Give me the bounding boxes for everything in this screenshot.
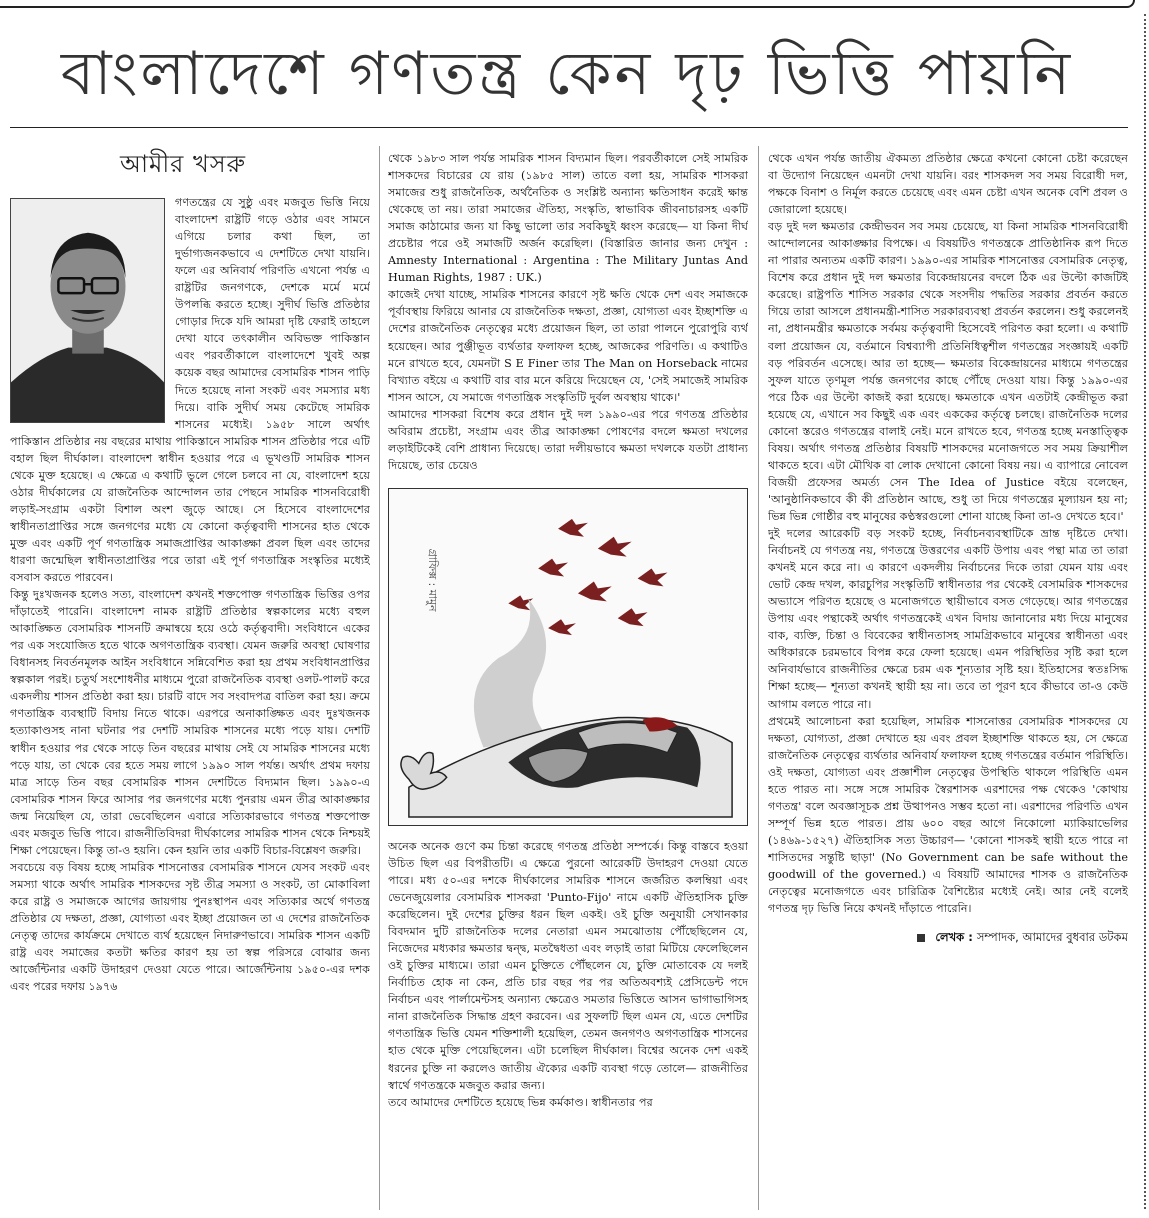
dove-illustration [388,488,748,826]
paragraph: অনেক অনেক গুণে কম চিন্তা করেছে গণতন্ত্র প্রতিষ্ঠা সম্পর্কে। কিন্তু বাস্তবে হওয়া উচিত ছিল এর বিপরীতটি। এ ক্ষেত্রে পুরনো আরেকটি উদাহরণ দেওয়া যেতে পারে। মধ্য ৫০-এর দশকে দীর্ঘকালের সামরিক শাসনে জর্জরিত কলম্বিয়া এবং ভেনেজুয়েলার বেসামরিক শাসকরা 'Punto-Fijo' নামে একটি ঐতিহাসিক চুক্তি করেছিলেন। দুই দেশের চুক্তির ধরন ছিল একই। ওই চুক্তি অনুযায়ী সেখানকার বিবদমান দুটি রাজনৈতিক দলের নেতারা এমন সমঝোতায় পৌঁছেছিলেন যে, নিজেদের মধ্যকার ক্ষমতার দ্বন্দ্ব, মতদ্বৈধতা এবং লড়াই তারা মিটিয়ে ফেলেছিলেন ওই চুক্তির মাধ্যমে। তারা এমন চুক্তিতে পৌঁছলেন যে, চুক্তি মোতাবেক যে দলই নির্বাচিত হোক না কেন, প্রতি চার বছর পর পর অতিঅবশ্যই প্রেসিডেন্ট পদে নির্বাচন এবং পার্লামেন্টসহ অন্যান্য ক্ষেত্রেও সমতার ভিত্তিতে আসন ভাগাভাগিসহ নানা রাজনৈতিক সিদ্ধান্ত গ্রহণ করবেন। এর সুফলটি ছিল এমন যে, এতে দেশটির গণতান্ত্রিক ভিত্তি যেমন শক্তিশালী হয়েছিল, তেমন জনগণও অগণতান্ত্রিক শাসনের হাত থেকে মুক্তি পেয়েছিলেন। এটা চলেছিল দীর্ঘকাল। বিশ্বের অনেক দেশ একই ধরনের চুক্তি না করলেও জাতীয় ঐক্যের একটি ব্যবস্থা গড়ে তোলে— রাজনীতির স্বার্থে গণতন্ত্রকে মজবুত করার জন্য। [388,839,748,1092]
paragraph: কাজেই দেখা যাচ্ছে, সামরিক শাসনের কারণে সৃষ্ট ক্ষতি থেকে দেশ এবং সমাজকে পূর্বাবস্থায় ফিরিয়ে আনার যে রাজনৈতিক দক্ষতা, প্রজ্ঞা, যোগ্যতা এবং ইচ্ছাশক্তি এ দেশের রাজনৈতিক নেতৃত্বের মধ্যে প্রয়োজন ছিল, তা তারা পালনে পুরোপুরি ব্যর্থ হয়েছেন। আর পুঞ্জীভূত ব্যর্থতার ফলাফল হচ্ছে, আজকের পরিণতি। এ কথাটিও মনে রাখতে হবে, যেমনটা S E Finer তার The Man on Horseback নামের বিখ্যাত বইয়ে এ কথাটি বার বার মনে করিয়ে দিয়েছেন যে, 'সেই সমাজেই সামরিক শাসন আসে, যে সমাজে গণতান্ত্রিক সংস্কৃতিটি দুর্বল অবস্থায় থাকে।' [388,288,748,404]
column-3 [768,150,1128,1212]
illustration-signature: গ্রাফিক্স : মামুন [425,548,439,612]
paragraph: আমাদের শাসকরা বিশেষ করে প্রধান দুই দল ১৯৯০-এর পরে গণতন্ত্র প্রতিষ্ঠার অবিরাম প্রচেষ্টা, সংগ্রাম এবং তীব্র আকাঙ্ক্ষা পোষণের বদলে ক্ষমতা দখলের লড়াইটিকেই বেশি প্রাধান্য দিয়েছে। তারা দলীয়ভাবে ক্ষমতা দখলকে যতটা প্রাধান্য দিয়েছে, তার চেয়েও [388,407,748,472]
paragraph: কিন্তু দুঃখজনক হলেও সত্য, বাংলাদেশ কখনই শক্তপোক্ত গণতান্ত্রিক ভিত্তির ওপর দাঁড়াতেই পারেনি। বাংলাদেশ নামক রাষ্ট্রটি প্রতিষ্ঠার স্বল্পকালের মধ্যে বহুল আকাঙ্ক্ষিত বেসামরিক শাসনটি ক্রমান্বয়ে হয়ে ওঠে কর্তৃত্ববাদী। সংবিধানে একের পর এক সংযোজিত হতে থাকে অগণতান্ত্রিক ব্যবস্থা। যেমন জরুরি অবস্থা ঘোষণার বিধানসহ নিবর্তনমূলক আইন সংবিধানে সন্নিবেশিত করা হয় প্রথম সংবিধানপ্রাপ্তির স্বল্পকাল পরই। চতুর্থ সংশোধনীর মাধ্যমে পুরো রাজনৈতিক ব্যবস্থা ওলট-পালট করে একদলীয় শাসন প্রতিষ্ঠা করা হয়। চারটি বাদে সব সংবাদপত্র বাতিল করা হয়। ক্রমে গণতান্ত্রিক ব্যবস্থাটি বিদায় নিতে থাকে। এরপরে অনাকাঙ্ক্ষিত এবং দুঃখজনক হত্যাকাণ্ডসহ নানা ঘটনার পর দেশটি সামরিক শাসনের মধ্যে পড়ে যায়। দেশটি স্বাধীন হওয়ার পর থেকে সাড়ে তিন বছরের মাথায় সেই যে সামরিক শাসনের মধ্যে পড়ে যায়, তা থেকে বের হতে সময় লাগে ১৯৯০ সাল পর্যন্ত। অর্থাৎ প্রথম দফায় মাত্র সাড়ে তিন বছর বেসামরিক শাসন দেশটিতে বিদ্যমান ছিল। ১৯৯০-এ বেসামরিক শাসন ফিরে আসার পর জনগণের মধ্যে পুনরায় এমন তীব্র আকাঙ্ক্ষার জন্ম নিয়েছিল যে, তারা ভেবেছিলেন এবারে সত্যিকারভাবে গণতন্ত্র শক্তপোক্ত এবং মজবুত ভিত্তি পাবে। রাজনীতিবিদরা দীর্ঘকালের সামরিক শাসন থেকে নিশ্চয়ই শিক্ষা পেয়েছেন। কিন্তু তা-ও হয়নি। কেন হয়নি তার একটি বিচার-বিশ্লেষণ জরুরি। [10,588,370,857]
paragraph: প্রথমেই আলোচনা করা হয়েছিল, সামরিক শাসনোত্তর বেসামরিক শাসকদের যে দক্ষতা, যোগ্যতা, প্রজ্ঞা দেখাতে হয় এবং প্রবল ইচ্ছাশক্তি থাকতে হয়, সে ক্ষেত্রে রাজনৈতিক নেতৃত্বের ব্যর্থতার অনিবার্য ফলাফল হচ্ছে গণতন্ত্রের বর্তমান পরিস্থিতি। ওই দক্ষতা, যোগ্যতা এবং প্রজ্ঞাশীল নেতৃত্বের উপস্থিতি থাকলে পরিস্থিতি এমন হতে পারত না। সঙ্গে সঙ্গে সামরিক স্বৈরশাসক এরশাদের পক্ষ থেকেও 'কোথায় গণতন্ত্র' বলে অবজ্ঞাসূচক প্রশ্ন উত্থাপনও সম্ভব হতো না। এরশাদের পরিণতি এখন সম্পূর্ণ ভিন্ন হতে পারত। প্রায় ৬০০ বছর আগে নিকোলো ম্যাকিয়াভেলির (১৪৬৯-১৫২৭) ঐতিহাসিক সত্য উচ্চারণ— 'কোনো শাসকই স্থায়ী হতে পারে না শাসিতদের সন্তুষ্টি ছাড়া' (No Government can be safe without the goodwill of the governed.) এ বিষয়টি আমাদের শাসক ও রাজনৈতিক নেতৃত্বের মনোজগতে এবং চারিত্রিক বৈশিষ্ট্যের মধ্যেই নেই। আর নেই বলেই গণতন্ত্র দৃঢ় ভিত্তি নিয়ে কখনই দাঁড়াতে পারেনি। [768,714,1128,916]
headline-rule [10,127,1128,128]
dotted-edge [1144,14,1146,1209]
headline: বাংলাদেশে গণতন্ত্র কেন দৃঢ় ভিত্তি পায়নি [60,39,1074,109]
byline-label: লেখক : [935,930,973,945]
column-1 [10,146,370,1208]
column-2 [388,150,748,1212]
paragraph: তবে আমাদের দেশটিতে হয়েছে ভিন্ন কর্মকাণ্ড। স্বাধীনতার পর [388,1095,653,1109]
square-bullet-icon [917,934,925,942]
paragraph: সবচেয়ে বড় বিষয় হচ্ছে সামরিক শাসনোত্তর বেসামরিক শাসনে যেসব সংকট এবং সমস্যা থাকে অর্থাৎ সামরিক শাসকদের সৃষ্ট তীব্র সমস্যা ও সংকট, তা মোকাবিলা করে রাষ্ট্র ও সমাজকে আগের জায়গায় পুনঃস্থাপন এবং সত্যিকার অর্থে গণতন্ত্র প্রতিষ্ঠার যে দক্ষতা, প্রজ্ঞা, যোগ্যতা এবং ইচ্ছা প্রয়োজন তা এ দেশের রাজনৈতিক নেতৃত্ব তাদের কার্যক্রমে দেখাতে ব্যর্থ হয়েছেন নিদারুণভাবে। সামরিক শাসন একটি রাষ্ট্র এবং সমাজের কতটা ক্ষতির কারণ হয় তা স্বল্প পরিসরে বোঝার জন্য আর্জেন্টিনার একটি উদাহরণ দেওয়া যেতে পারে। আর্জেন্টিনায় ১৯৫০-এর দশক এবং পরের দফায় ১৯৭৬ [10,860,370,994]
paragraph: দুই দলের আরেকটি বড় সংকট হচ্ছে, নির্বাচনব্যবস্থাটিকে ভ্রান্ত দৃষ্টিতে দেখা। নির্বাচনই যে গণতন্ত্র নয়, গণতন্ত্রে উত্তরণের একটি উপায় এবং পন্থা মাত্র তা তারা কখনই মনে করে না। এ কারণে একদলীয় নির্বাচনের দিকে তারা যেমন যায় এবং ভোট কেন্দ্র দখল, কারচুপির সংস্কৃতিটি স্বাধীনতার পর থেকেই বেসামরিক শাসকদের অভ্যাসে পরিণত হয়েছে ও মনোজগতে স্থায়ীভাবে বসত গেড়েছে। আর গণতন্ত্রের উপায় এবং পন্থাকেই অর্থাৎ গণতন্ত্রকেই এখন বিদায় জানানোর মধ্য দিয়ে মানুষের বাক, ব্যক্তি, চিন্তা ও বিবেকের স্বাধীনতাসহ সামগ্রিকভাবে মানুষের স্বাধীনতা এবং অধিকারকে চরমভাবে বিপন্ন করে ফেলা হয়েছে। এমন পরিস্থিতির সৃষ্টি করা হলে অনিবার্যভাবে রাজনীতির ক্ষেত্রে চরম এক শূন্যতার সৃষ্টি হয়। ইতিহাসের স্বতঃসিদ্ধ শিক্ষা হচ্ছে— শূন্যতা কখনই স্থায়ী হয় না। তবে তা পূরণ হবে কীভাবে তা-ও কেউ আগাম বলতে পারে না। [768,527,1128,711]
author-byline [768,929,1128,946]
paragraph: থেকে ১৯৮৩ সাল পর্যন্ত সামরিক শাসন বিদ্যমান ছিল। পরবর্তীকালে সেই সামরিক শাসকদের বিচারের যে রায় (১৯৮৫ সাল) তাতে বলা হয়, সামরিক শাসকরা সমাজের শুধু রাজনৈতিক, অর্থনৈতিক ও সংশ্লিষ্ট অন্যান্য ক্ষতিসাধন করেই ক্ষান্ত থেকেছে তা নয়। তারা সমাজের ঐতিহ্য, সংস্কৃতি, স্বাভাবিক জীবনাচারসহ একটি সমাজ কাঠামোর জন্য যা কিছু ভালো তার সবকিছুই ধ্বংস করেছে— যা কিনা দীর্ঘ প্রচেষ্টার পরে ওই সমাজটি অর্জন করেছিল। (বিস্তারিত জানার জন্য দেখুন : Amnesty International : Argentina : The Military Juntas And Human Rights, 1987 : UK.) [388,152,748,285]
column-separator [379,146,380,1210]
column-separator [758,146,759,1210]
author-name: আমীর খসরু [120,150,247,178]
paragraph: থেকে এখন পর্যন্ত জাতীয় ঐকমত্য প্রতিষ্ঠার ক্ষেত্রে কখনো কোনো চেষ্টা করেছেন বা উদ্যোগ নিয়েছেন এমনটা দেখা যায়নি। বরং শাসকদল সব সময় বিরোধী দল, পক্ষকে বিনাশ ও নির্মূল করতে চেয়েছে এবং এমন চেষ্টা এখন অনেক বেশি প্রবল ও জোরালো হয়েছে। [768,152,1128,217]
byline-text: সম্পাদক, আমাদের বুধবার ডটকম [976,930,1128,945]
author-photo [10,198,165,423]
paragraph: গণতন্ত্রের যে সুষ্ঠু এবং মজবুত ভিত্তি নিয়ে বাংলাদেশ রাষ্ট্রটি গড়ে ওঠার এবং সামনে এগিয়ে চলার কথা ছিল, তা দুর্ভাগ্যজনকভাবে এ দেশটিতে দেখা যায়নি। ফলে এর অনিবার্য পরিণতি এখনো পর্যন্ত এ রাষ্ট্রটির জনগণকে, দেশকে মর্মে মর্মে উপলব্ধি করতে হচ্ছে। সুদীর্ঘ ভিত্তি প্রতিষ্ঠার গোড়ার দিকে যদি আমরা দৃষ্টি ফেরাই তাহলে দেখা যাবে তৎকালীন অবিভক্ত পাকিস্তান এবং পরবর্তীকালে বাংলাদেশে খুবই অল্প কয়েক বছর আমাদের বেসামরিক শাসন পাড়ি দিতে হয়েছে নানা সংকট এবং সমস্যার মধ্য দিয়ে। বাকি সুদীর্ঘ সময় কেটেছে সামরিক শাসনের মধ্যেই। ১৯৫৮ সালে অর্থাৎ পাকিস্তান প্রতিষ্ঠার নয় বছরের মাথায় পাকিস্তানে সামরিক শাসন প্রতিষ্ঠার পরে এটি বহাল ছিল দীর্ঘকাল। বাংলাদেশ স্বাধীন হওয়ার পরে এ ভূখণ্ডটি সামরিক শাসন থেকে মুক্ত হয়েছে। এ ক্ষেত্রে এ কথাটি ভুলে গেলে চলবে না যে, বাংলাদেশ হয়ে ওঠার দীর্ঘকালের যে রাজনৈতিক আন্দোলন তার পেছনে সামরিক শাসনবিরোধী লড়াই-সংগ্রাম একটা বিশাল অংশ জুড়ে আছে। সে হিসেবে বাংলাদেশের স্বাধীনতাপ্রাপ্তির সঙ্গে জনগণের মধ্যে যে কোনো কর্তৃত্ববাদী শাসনের হাত থেকে মুক্ত এবং একটি পূর্ণ গণতান্ত্রিক সমাজপ্রাপ্তির আকাঙ্ক্ষা প্রবল ছিল এবং তাদের ধারণা জন্মেছিল স্বাধীনতাপ্রাপ্তির পরে তারা এই পূর্ণ গণতান্ত্রিক সংস্কৃতির মধ্যেই বসবাস করতে পারবেন। [10,196,370,585]
top-rule [0,0,1135,8]
paragraph: বড় দুই দল ক্ষমতার কেন্দ্রীভবন সব সময় চেয়েছে, যা কিনা সামরিক শাসনবিরোধী আন্দোলনের আকাঙ্ক্ষার বিপক্ষে। এ বিষয়টিও গণতন্ত্রকে প্রাতিষ্ঠানিক রূপ দিতে না পারার অন্যতম একটি কারণ। ১৯৯০-এর সামরিক শাসনোত্তর বেসামরিক নেতৃত্ব, বিশেষ করে প্রধান দুই দল ক্ষমতার বিকেন্দ্রায়নের বদলে ঠিক এর উল্টো কাজটিই করেছে। রাষ্ট্রপতি শাসিত সরকার থেকে সংসদীয় পদ্ধতির সরকার প্রবর্তন করতে গিয়ে তারা আসলে প্রধানমন্ত্রী-শাসিত সরকারব্যবস্থা প্রবর্তন করলেন। শুধু করলেনই না, প্রধানমন্ত্রীর ক্ষমতাকে সর্বময় কর্তৃত্ববাদী হিসেবেই পরিণত করা হলো। এ কথাটি বলা প্রয়োজন যে, বর্তমানে বিশ্বব্যাপী প্রতিনিধিত্বশীল গণতন্ত্রের সংজ্ঞায়ই একটি বড় পরিবর্তন এসেছে। আর তা হচ্ছে— ক্ষমতার বিকেন্দ্রায়নের মাধ্যমে গণতন্ত্রের সুফল যাতে তৃণমূল পর্যন্ত জনগণের কাছে পৌঁছে দেওয়া যায়। কিন্তু ১৯৯০-এর পরে ঠিক এর উল্টো কাজই করা হয়েছে। ক্ষমতাকে এখন এতটাই কেন্দ্রীভূত করা হয়েছে যে, এখানে সব কিছুই এক এবং এককের কর্তৃত্বে চলছে। রাজনৈতিক দলের কোনো স্তরেও গণতন্ত্রের বালাই নেই। মনে রাখতে হবে, গণতন্ত্র হচ্ছে মনস্তাত্ত্বিক বিষয়। অর্থাৎ গণতন্ত্র প্রতিষ্ঠার বিষয়টি শাসকদের মনোজগতে সব সময় ক্রিয়াশীল থাকতে হবে। এটা মৌখিক বা লোক দেখানো কোনো বিষয় নয়। এ ব্যাপারে নোবেল বিজয়ী প্রফেসর অমর্ত্য সেন The Idea of Justice বইয়ে বলেছেন, 'আনুষ্ঠানিকভাবে কী কী প্রতিষ্ঠান আছে, শুধু তা দিয়ে গণতন্ত্রের মূল্যায়ন হয় না; ভিন্ন ভিন্ন গোষ্ঠীর বহু মানুষের কণ্ঠস্বরগুলো শোনা যাচ্ছে কিনা তা-ও দেখতে হবে।' [768,220,1128,523]
